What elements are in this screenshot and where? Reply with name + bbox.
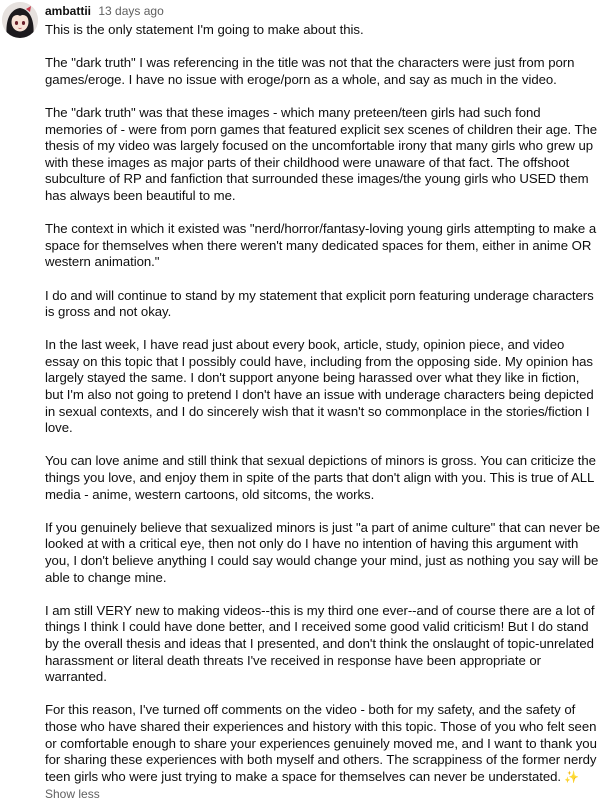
comment-timestamp[interactable]: 13 days ago <box>98 4 164 18</box>
comment-paragraph: I am still VERY new to making videos--this is my third one ever--and of course there are a lot of things I think I could have done better, and I received some good valid criticism! But I do stand by the overall thesis and ideas that I presented, and don't think the onslaught of topic-unrelated harassment or literal death threats I've received in response have been appropriate or warranted. <box>45 602 595 685</box>
comment-paragraph-last <box>45 702 600 785</box>
comment-paragraph: The "dark truth" was that these images - which many preteen/teen girls had such fond memories of - were from porn games that featured explicit sex scenes of children their age. The thesis of my video was largely focused on the uncomfortable irony that many girls who grew up with these images as major parts of their childhood were unaware of that fact. The offshoot subculture of RP and fanfiction that surrounded these images/the young girls who USED them has always been beautiful to me. <box>45 104 598 203</box>
comment-paragraph: You can love anime and still think that sexual depictions of minors is gross. You can criticize the things you love, and enjoy them in spite of the parts that don't align with you. This is true of ALL media - anime, western cartoons, old sitcoms, the works. <box>45 453 596 502</box>
show-less-button[interactable]: Show less <box>45 787 100 802</box>
author-name[interactable]: ambattii <box>45 4 92 18</box>
comment-paragraph: The context in which it existed was "nerd/horror/fantasy-loving young girls attempting to make a space for themselves when there weren't many dedicated spaces for them, either in anime OR western animation." <box>45 221 597 270</box>
avatar[interactable] <box>2 2 38 38</box>
comment-header <box>45 2 600 20</box>
avatar-image <box>2 2 38 38</box>
comment-body <box>45 2 600 803</box>
comment-paragraph: I do and will continue to stand by my statement that explicit porn featuring underage characters is gross and not okay. <box>45 287 594 320</box>
comment-paragraph: If you genuinely believe that sexualized minors is just "a part of anime culture" that can never be looked at with a critical eye, then not only do I have no intention of having this argument with you, I don't believe anything I could say would change your mind, just as nothing you say will be able to change mine. <box>45 519 600 585</box>
comment-text <box>45 22 600 785</box>
comment-paragraph: In the last week, I have read just about every book, article, study, opinion piece, and video essay on this topic that I possibly could have, including from the opposing side. My opinion has largely stayed the same. I don't support anyone being harassed over what they like in fiction, but I'm also not going to pretend I don't have an issue with underage characters being depicted in sexual contexts, and I do sincerely wish that it wasn't so commonplace in the stories/fiction I love. <box>45 337 594 436</box>
comment-paragraph: This is the only statement I'm going to make about this. <box>45 22 364 37</box>
comment-paragraph-text: For this reason, I've turned off comments on the video - both for my safety, and the safety of those who have shared their experiences and history with this topic. Those of you who felt seen or comfortable enough to share your experiences genuinely moved me, and I want to thank you for sharing these experiences with both myself and others. The scrappiness of the former nerdy teen girls who were just trying to make a space for themselves can never be understated. <box>45 702 597 784</box>
sparkles-icon: ✨ <box>564 769 579 784</box>
comment-paragraph: The "dark truth" I was referencing in the title was not that the characters were just from porn games/eroge. I have no issue with eroge/porn as a whole, and say as much in the video. <box>45 55 575 87</box>
